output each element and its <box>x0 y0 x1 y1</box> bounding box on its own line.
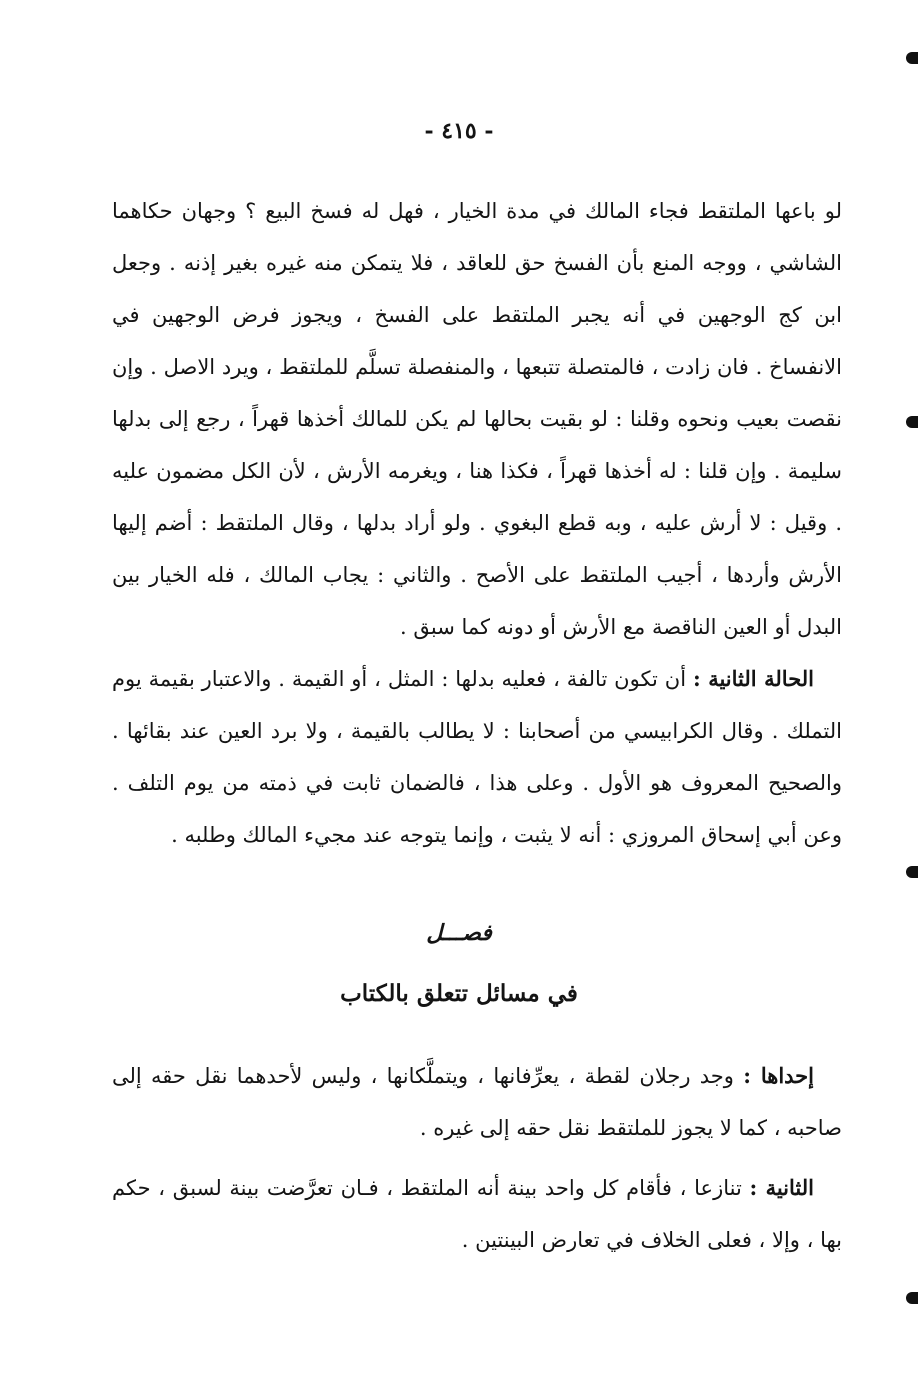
paragraph-body: تنازعا ، فأقام كل واحد بينة أنه الملتقط ، فـان تعرَّضت بينة لسبق ، حكم بها ، وإلا ، فعلى الخلاف في تعارض البينتين . <box>112 1176 842 1252</box>
paragraph-lead: الثانية : <box>749 1175 814 1200</box>
scan-edge-mark <box>906 1292 918 1304</box>
paragraph-body: أن تكون تالفة ، فعليه بدلها : المثل ، أو القيمة . والاعتبار بقيمة يوم التملك . وقال الكرابيسي من أصحابنا : لا يطالب بالقيمة ، ولا برد العين عند بقائها . والصحيح المعروف هو الأول . وعلى هذا ، فالضمان ثابت في ذمته من يوم التلف . وعن أبي إسحاق المروزي : أنه لا يثبت ، وإنما يتوجه عند مجيء المالك وطلبه . <box>112 667 842 847</box>
page-number: - ٤١٥ - <box>424 118 494 144</box>
paragraph-body: لو باعها الملتقط فجاء المالك في مدة الخيار ، فهل له فسخ البيع ؟ وجهان حكاهما الشاشي ، ووجه المنع بأن الفسخ حق للعاقد ، فلا يتمكن منه غيره بغير إذنه . وجعل ابن كج الوجهين في أنه يجبر الملتقط على الفسخ ، ويجوز فرض الوجهين في الانفساخ . فان زادت ، فالمتصلة تتبعها ، والمنفصلة تسلَّم للملتقط ، ويرد الاصل . وإن نقصت بعيب ونحوه وقلنا : لو بقيت بحالها لم يكن للمالك أخذها قهراً ، رجع إلى بدلها سليمة . وإن قلنا : له أخذها قهراً ، فكذا هنا ، ويغرمه الأرش ، لأن الكل مضمون عليه . وقيل : لا أرش عليه ، وبه قطع البغوي . ولو أراد بدلها ، وقال الملتقط : أضم إليها الأرش وأردها ، أجيب الملتقط على الأصح . والثاني : يجاب المالك ، فله الخيار بين البدل أو العين الناقصة مع الأرش أو دونه كما سبق . <box>112 199 842 639</box>
paragraph <box>112 653 842 861</box>
paragraph <box>112 185 842 653</box>
scan-edge-mark <box>906 52 918 64</box>
paragraph <box>112 1162 842 1266</box>
main-text-block <box>112 185 842 861</box>
paragraph <box>112 1050 842 1154</box>
paragraph-lead: إحداها : <box>743 1063 815 1088</box>
section-heading: فصـــل <box>426 920 492 946</box>
section-subheading: في مسائل تتعلق بالكتاب <box>340 980 578 1007</box>
scan-edge-mark <box>906 866 918 878</box>
paragraph-lead: الحالة الثانية : <box>692 666 814 691</box>
paragraph-body: وجد رجلان لقطة ، يعرِّفانها ، ويتملَّكانها ، وليس لأحدهما نقل حقه إلى صاحبه ، كما لا يجوز للملتقط نقل حقه إلى غيره . <box>112 1064 842 1140</box>
scan-edge-mark <box>906 416 918 428</box>
section-text-block <box>112 1050 842 1266</box>
